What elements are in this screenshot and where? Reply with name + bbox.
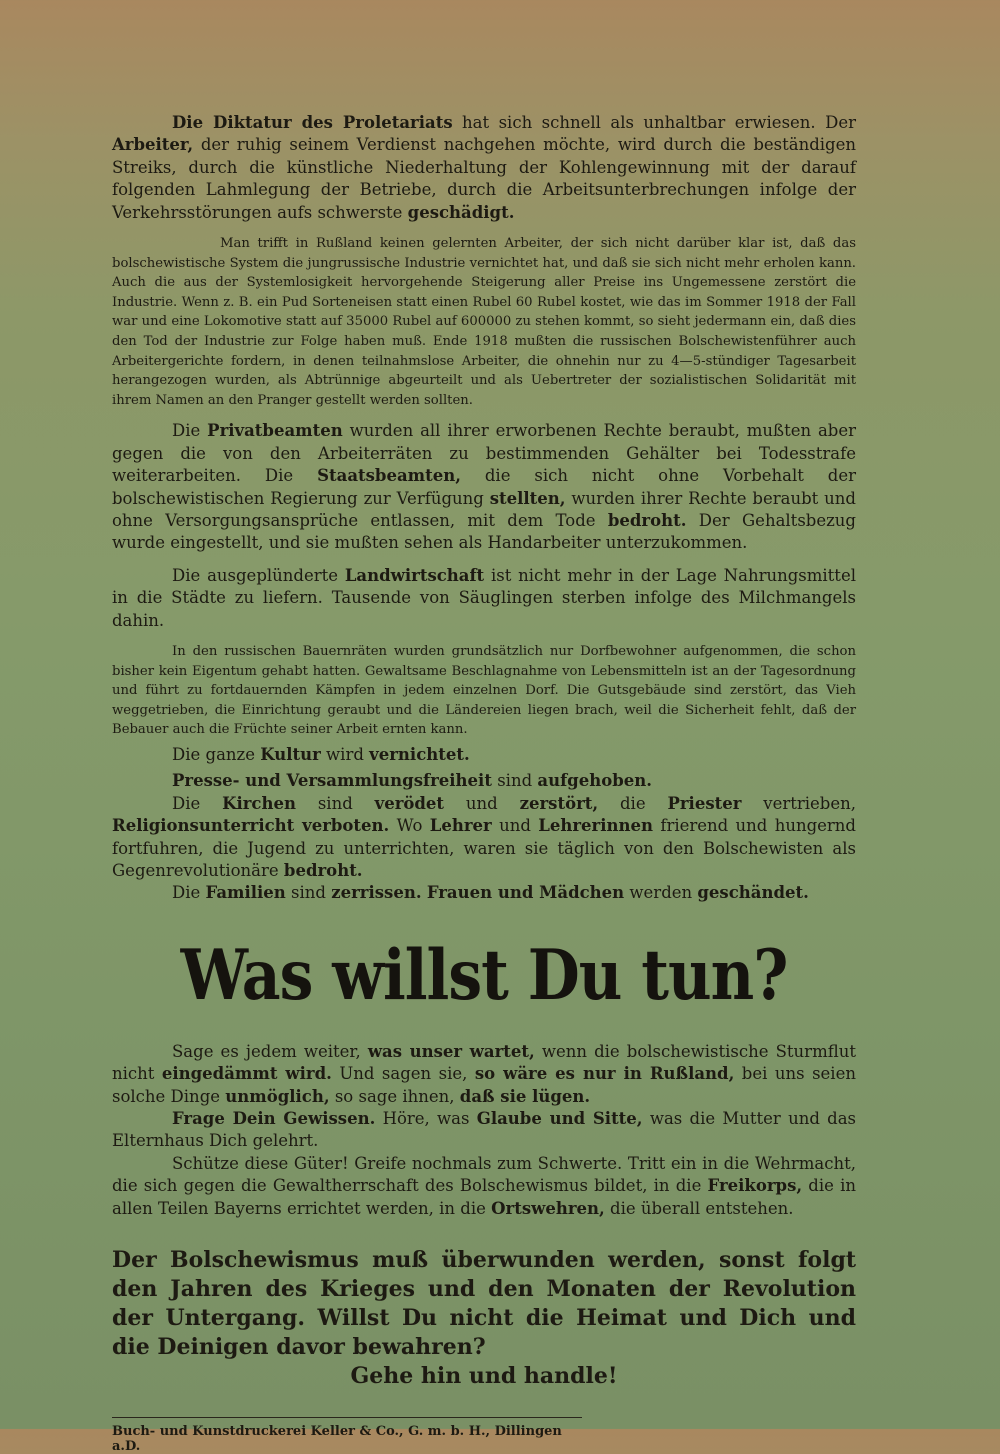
paragraph-dictatorship	[112, 112, 856, 224]
bold-phrase: was unser wartet,	[367, 1041, 535, 1061]
text-run: Sage es jedem weiter,	[172, 1041, 368, 1061]
bold-phrase: Staatsbeamten,	[317, 466, 461, 486]
paragraph-conscience	[112, 1108, 856, 1153]
bold-phrase: eingedämmt wird.	[161, 1064, 332, 1084]
bold-phrase: Die Diktatur des Proletariats	[172, 113, 453, 132]
bold-phrase: zerstört,	[519, 793, 599, 813]
closing-last-line: Gehe hin und handle!	[350, 1363, 618, 1390]
text-run: und	[491, 816, 539, 836]
text-run: die sich nicht ohne Vorbehalt der bolschewistischen Regierung zur Verfügung	[112, 466, 856, 508]
bold-phrase: Kultur	[260, 745, 321, 764]
text-run: hat sich schnell als unhaltbar erwiesen. Der	[452, 113, 856, 132]
bold-phrase: Lehrer	[429, 816, 492, 836]
closing-appeal	[112, 1246, 856, 1391]
text-run: Der Gehaltsbezug wurde eingestellt, und sie mußten sehen als Handarbeiter unterzukommen.	[112, 511, 856, 553]
text-run: sind	[295, 793, 375, 813]
text-run: wurden all ihrer erworbenen Rechte beraubt, mußten aber gegen die von den Arbeiterräten zu bestimmenden Gehälter bei Todesstrafe weiterarbeiten. Die	[112, 421, 857, 486]
bold-phrase: Glaube und Sitte,	[476, 1109, 643, 1129]
text-run: Und sagen sie,	[331, 1064, 475, 1084]
bold-phrase: zerrissen.	[331, 883, 422, 903]
bold-phrase: Presse- und Versammlungsfreiheit	[172, 771, 492, 791]
spacer	[112, 555, 856, 565]
bold-phrase: Landwirtschaft	[344, 565, 485, 585]
text-run: was die Mutter und das Elternhaus Dich gelehrt.	[112, 1109, 857, 1151]
spacer	[112, 410, 856, 420]
paragraph-peasant-councils: In den russischen Bauernräten wurden grundsätzlich nur Dorfbewohner aufgenommen, die schon bisher kein Eigentum gehabt hatten. Gewaltsame Beschlagnahme von Lebensmitteln ist an der Tagesordnung und führt zu fortdauernden Kämpfen in jedem einzelnen Dorf. Die Gutsgebäude sind zerstört, das Vieh weggetrieben, die Einrichtung geraubt und die Ländereien liegen brach, weil die Sicherheit fehlt, daß der Bebauer auch die Früchte seiner Arbeit ernten kann.	[112, 644, 856, 738]
headline: Was willst Du tun?	[180, 935, 788, 1017]
bold-phrase: daß sie lügen.	[459, 1086, 591, 1106]
text-run: sind	[285, 883, 332, 903]
paragraph-protect	[112, 1153, 856, 1220]
bold-phrase: Frauen und Mädchen	[426, 883, 625, 903]
bold-phrase: Kirchen	[222, 793, 296, 813]
bold-phrase: verödet	[374, 793, 445, 813]
spacer	[112, 224, 856, 234]
text-run: vertrieben,	[741, 793, 857, 813]
leaflet-page	[112, 112, 856, 1454]
closing-main-text: Der Bolschewismus muß überwunden werden, sonst folgt den Jahren des Krieges und den Monaten der Revolution der Untergang. Willst Du nicht die Heimat und Dich und die Deinigen davor bewahren?	[112, 1247, 856, 1361]
bold-phrase: aufgehoben.	[537, 771, 652, 791]
text-run: Schütze diese Güter! Greife nochmals zum Schwerte. Tritt ein in die Wehrmacht, die sich gegen die Gewaltherrschaft des Bolschewismus bildet, in die	[112, 1153, 856, 1196]
bold-phrase: Frage Dein Gewissen.	[172, 1109, 376, 1129]
bold-phrase: Priester	[667, 793, 742, 813]
text-run: wird	[320, 745, 370, 764]
paragraph-agriculture	[112, 565, 856, 632]
bold-phrase: Familien	[205, 883, 286, 903]
bold-phrase: Lehrerinnen	[538, 816, 653, 836]
bold-phrase: geschädigt.	[407, 202, 515, 222]
text-run: Die ganze	[172, 745, 261, 764]
text-run: frierend und hungernd fortfuhren, die Jugend zu unterrichten, waren sie täglich von den Bolschewisten als Gegenrevolutionäre	[112, 816, 856, 881]
text-run: die überall entstehen.	[604, 1198, 794, 1218]
paragraph-tell-everyone	[112, 1041, 856, 1108]
paragraph-families	[112, 882, 856, 904]
bold-phrase: stellten,	[489, 488, 566, 508]
spacer	[112, 632, 856, 642]
paragraph-culture	[112, 744, 856, 766]
paragraph-industry: Man trifft in Rußland keinen gelernten Arbeiter, der sich nicht darüber klar ist, daß das bolschewistische System die jungrussische Industrie vernichtet hat, und daß sie sich nicht mehr erholen kann. Auch die aus der Systemlosigkeit hervorgehende Steigerung aller Preise ins Ungemessene zerstört die Industrie. Wenn z. B. ein Pud Sorteneisen statt einen Rubel 60 Rubel kostet, wie das im Sommer 1918 der Fall war und eine Lokomotive statt auf 35000 Rubel auf 600000 zu stehen kommt, so sieht jedermann ein, daß dies den Tod der Industrie zur Folge haben muß. Ende 1918 mußten die russischen Bolschewistenführer auch Arbeitergerichte fordern, in denen teilnahmslose Arbeiter, die ohnehin nur zu 4—5-stündiger Tagesarbeit herangezogen wurden, als Abtrünnige abgeurteilt und als Uebertreter der sozialistischen Solidarität mit ihrem Namen an den Pranger gestellt werden sollten.	[112, 236, 856, 408]
text-run: die in allen Teilen Bayerns errichtet werden, in die	[112, 1176, 857, 1218]
text-run: bei uns seien solche Dinge	[112, 1064, 856, 1106]
bold-phrase: unmöglich,	[225, 1086, 330, 1106]
text-run: so sage ihnen,	[329, 1086, 460, 1106]
text-run: wurden ihrer Rechte beraubt und ohne Versorgungsansprüche entlassen, mit dem Tode	[112, 488, 856, 530]
text-run: Höre, was	[375, 1109, 477, 1129]
paragraph-churches	[112, 793, 856, 883]
printer-imprint: Buch- und Kunstdruckerei Keller & Co., G. m. b. H., Dillingen a.D.	[112, 1417, 582, 1454]
text-run: Die ausgeplünderte	[172, 565, 345, 585]
bold-phrase: geschändet.	[697, 883, 809, 903]
text-run: Die	[172, 793, 223, 813]
bold-phrase: Ortswehren,	[491, 1198, 605, 1218]
bold-phrase: Freikorps,	[707, 1176, 803, 1196]
bold-phrase: bedroht.	[607, 511, 687, 530]
text-run: Wo	[389, 816, 430, 836]
bold-phrase: vernichtet.	[369, 745, 470, 764]
text-run: werden	[624, 883, 698, 903]
bold-phrase: Privatbeamten	[207, 421, 343, 441]
paragraph-press	[112, 770, 856, 792]
bold-phrase: Religionsunterricht verboten.	[112, 816, 390, 836]
bold-phrase: so wäre es nur in Rußland,	[474, 1064, 735, 1084]
paragraph-officials	[112, 420, 856, 554]
text-run: ist nicht mehr in der Lage Nahrungsmittel in die Städte zu liefern. Tausende von Säuglingen sterben infolge des Milchmangels dahin.	[112, 565, 856, 630]
text-run: Die	[172, 421, 208, 441]
bold-phrase: Arbeiter,	[112, 135, 194, 155]
bold-phrase: bedroht.	[283, 861, 363, 881]
text-run: die	[598, 793, 668, 813]
text-run: Die	[172, 883, 206, 903]
text-run: der ruhig seinem Verdienst nachgehen möchte, wird durch die beständigen Streiks, durch die künstliche Niederhaltung der Kohlengewinnung mit der darauf folgenden Lahmlegung der Betriebe, durch die Arbeitsunterbrechungen infolge der Verkehrsstörungen aufs schwerste	[112, 135, 856, 222]
text-run: und	[444, 793, 520, 813]
text-run: wenn die bolschewistische Sturmflut nicht	[112, 1041, 856, 1084]
text-run: sind	[491, 771, 538, 791]
